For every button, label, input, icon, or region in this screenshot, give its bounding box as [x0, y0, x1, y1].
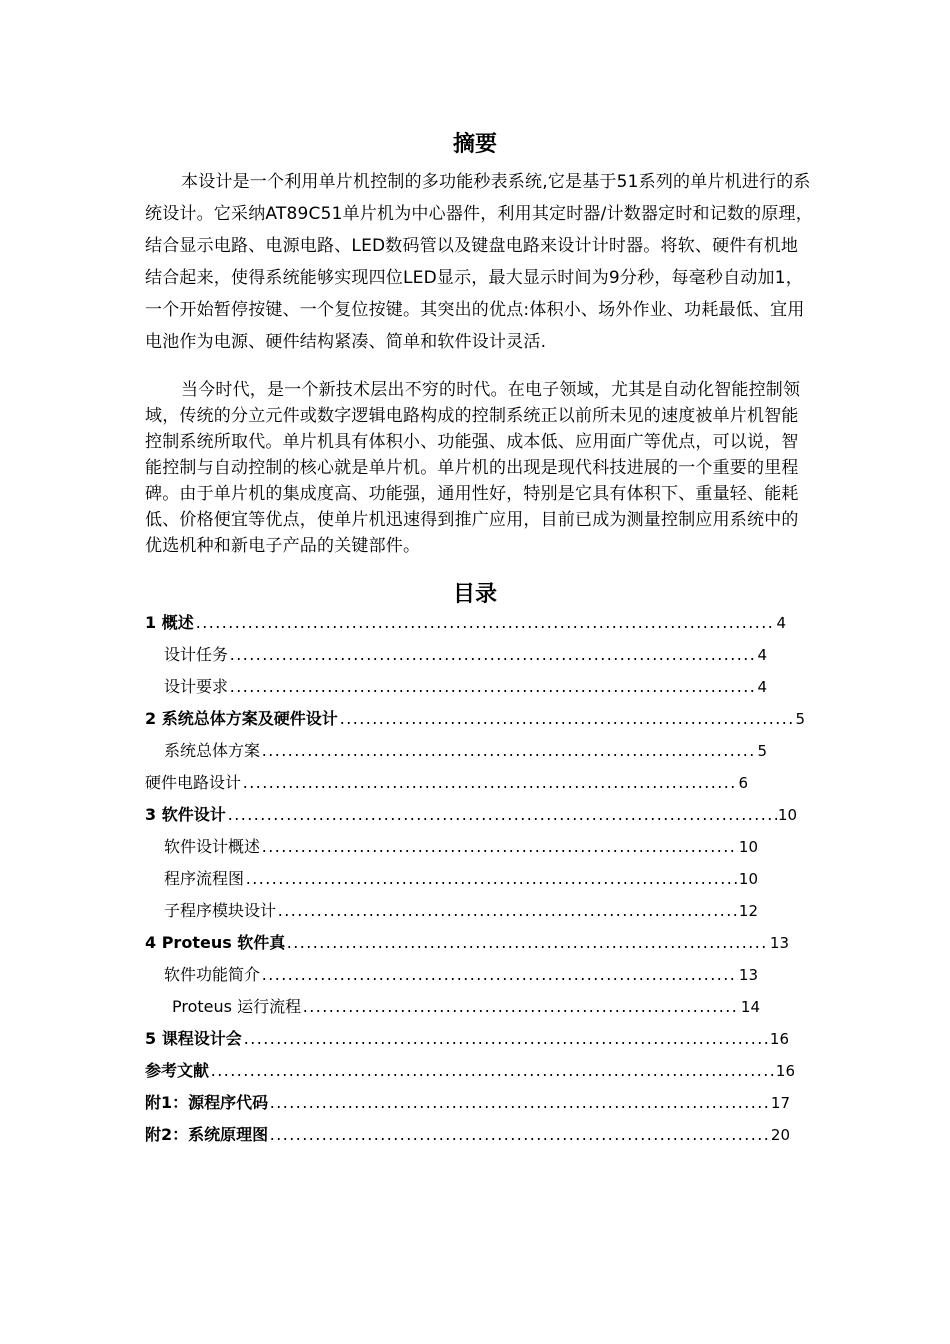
- toc-entry-page: 16: [769, 1030, 789, 1048]
- dot-leader: [227, 818, 777, 820]
- toc-entry-page: 12: [738, 902, 758, 920]
- toc-entry-label: 附1：源程序代码: [145, 1093, 269, 1112]
- toc-entry[interactable]: [145, 1089, 790, 1117]
- dot-leader: [243, 1042, 769, 1044]
- toc-entry[interactable]: [164, 641, 767, 669]
- toc-entry[interactable]: [145, 705, 805, 733]
- toc-entry[interactable]: [145, 1057, 795, 1085]
- dot-leader: [339, 722, 795, 724]
- toc-entry[interactable]: [145, 769, 748, 797]
- toc-entry-label: 4 Proteus 软件真: [145, 933, 286, 952]
- toc-entry-page: 10: [738, 870, 758, 888]
- dot-leader: [210, 1074, 775, 1076]
- toc-entry-label: Proteus 运行流程: [172, 997, 302, 1016]
- toc-entry-label: 程序流程图: [164, 869, 245, 888]
- toc-entry-page: 13: [738, 966, 758, 984]
- dot-leader: [245, 882, 738, 884]
- dot-leader: [229, 658, 756, 660]
- toc-entry-label: 3 软件设计: [145, 805, 226, 824]
- toc-entry-page: 16: [775, 1062, 795, 1080]
- abstract-paragraph-1: 本设计是一个利用单片机控制的多功能秒表系统,它是基于51系列的单片机进行的系统设计。它采纳AT89C51单片机为中心器件，利用其定时器/计数器定时和记数的原理，结合显示电路、电源电路、LED数码管以及键盘电路来设计计时器。将软、硬件有机地结合起来，使得系统能够实现四位LED显示，最大显示时间为9分秒，每毫秒自动加1，一个开始暂停按键、一个复位按键。其突出的优点:体积小、场外作业、功耗最低、宜用电池作为电源、硬件结构紧凑、简单和软件设计灵活.: [145, 172, 813, 352]
- toc-entry[interactable]: [164, 897, 758, 925]
- dot-leader: [269, 1106, 770, 1108]
- dot-leader: [261, 754, 756, 756]
- toc-entry-page: 13: [769, 934, 789, 952]
- toc-entry[interactable]: [145, 801, 797, 829]
- toc-entry-label: 硬件电路设计: [145, 773, 242, 792]
- toc-entry[interactable]: [172, 993, 760, 1021]
- toc-entry-page: 10: [738, 838, 758, 856]
- toc-entry-label: 软件设计概述: [164, 837, 261, 856]
- toc-entry[interactable]: [164, 865, 758, 893]
- toc-entry-label: 子程序模块设计: [164, 901, 277, 920]
- toc-entry-page: 14: [740, 998, 760, 1016]
- dot-leader: [242, 786, 737, 788]
- dot-leader: [269, 1138, 770, 1140]
- abstract-paragraph-2: 当今时代，是一个新技术层出不穷的时代。在电子领域，尤其是自动化智能控制领域，传统的分立元件或数字逻辑电路构成的控制系统正以前所未见的速度被单片机智能控制系统所取代。单片机具有体积小、功能强、成本低、应用面广等优点，可以说，智能控制与自动控制的核心就是单片机。单片机的出现是现代科技进展的一个重要的里程碑。由于单片机的集成度高、功能强，通用性好，特别是它具有体积下、重量轻、能耗低、价格便宜等优点，使单片机迅速得到推广应用，目前已成为测量控制应用系统中的优选机种和新电子产品的关键部件。: [145, 380, 801, 556]
- dot-leader: [195, 626, 776, 628]
- toc-entry-label: 参考文献: [145, 1061, 210, 1080]
- toc-entry[interactable]: [145, 609, 786, 637]
- toc-title: 目录: [452, 582, 497, 607]
- abstract-paragraph-1-block: [145, 166, 815, 358]
- abstract-title: 摘要: [452, 132, 497, 157]
- dot-leader: [261, 850, 738, 852]
- toc-entry[interactable]: [145, 1025, 789, 1053]
- toc-entry-label: 附2：系统原理图: [145, 1125, 269, 1144]
- toc-entry-page: 10: [777, 806, 797, 824]
- dot-leader: [286, 946, 769, 948]
- toc-entry-label: 系统总体方案: [164, 741, 261, 760]
- dot-leader: [302, 1010, 740, 1012]
- toc-entry[interactable]: [164, 961, 758, 989]
- toc-entry-label: 软件功能简介: [164, 965, 261, 984]
- abstract-paragraph-2-block: [145, 377, 815, 559]
- dot-leader: [277, 914, 738, 916]
- toc-entry-page: 4: [757, 646, 767, 664]
- toc-entry-page: 20: [770, 1126, 790, 1144]
- toc-entry-page: 5: [757, 742, 767, 760]
- toc-entry[interactable]: [164, 673, 767, 701]
- toc-entry[interactable]: [145, 1121, 790, 1149]
- toc-entry-page: 4: [776, 614, 786, 632]
- toc-entry-page: 4: [757, 678, 767, 696]
- dot-leader: [229, 690, 756, 692]
- toc-entry[interactable]: [164, 737, 767, 765]
- toc-entry-page: 6: [738, 774, 748, 792]
- toc-entry-page: 17: [770, 1094, 790, 1112]
- toc-entry[interactable]: [145, 929, 789, 957]
- toc-entry-label: 2 系统总体方案及硬件设计: [145, 709, 338, 728]
- dot-leader: [261, 978, 738, 980]
- toc-entry-label: 设计要求: [164, 677, 229, 696]
- toc-entry-label: 1 概述: [145, 613, 194, 632]
- toc-entry-label: 设计任务: [164, 645, 229, 664]
- toc-entry[interactable]: [164, 833, 758, 861]
- toc-entry-label: 5 课程设计会: [145, 1029, 242, 1048]
- toc-entry-page: 5: [795, 710, 805, 728]
